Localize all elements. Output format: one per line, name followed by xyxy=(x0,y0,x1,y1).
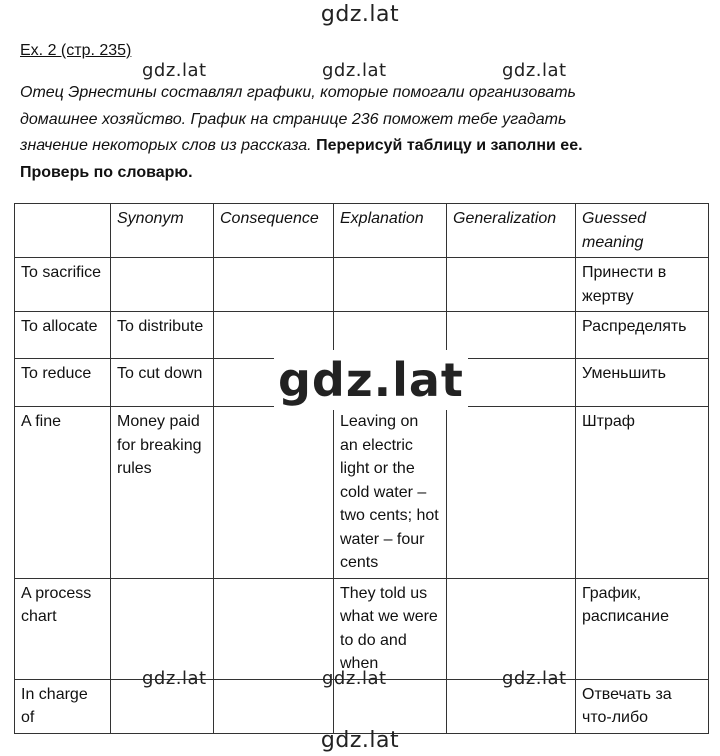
instruction-line xyxy=(20,107,720,134)
header-cell: Guessed meaning xyxy=(576,204,709,258)
exercise-heading: Ex. 2 (стр. 235) xyxy=(20,42,132,59)
table-header-row xyxy=(15,204,709,258)
explanation-cell: They told us what we were to do and when xyxy=(334,578,447,679)
synonym-cell xyxy=(111,578,214,679)
synonym-cell: To cut down xyxy=(111,359,214,407)
synonym-cell: To distribute xyxy=(111,312,214,359)
watermark-top: gdz.lat xyxy=(320,2,400,27)
exercise-instructions xyxy=(20,80,720,186)
header-cell: Generalization xyxy=(447,204,576,258)
table-row xyxy=(15,407,709,579)
watermark-small: gdz.lat xyxy=(322,60,387,81)
meaning-cell: Штраф xyxy=(576,407,709,579)
watermark-small: gdz.lat xyxy=(502,60,567,81)
meaning-cell: Уменьшить xyxy=(576,359,709,407)
instruction-line xyxy=(20,133,720,160)
watermark-small: gdz.lat xyxy=(322,668,387,689)
explanation-cell: Leaving on an electric light or the cold water – two cents; hot water – four cents xyxy=(334,407,447,579)
synonym-cell: Money paid for breaking rules xyxy=(111,407,214,579)
header-cell: Explanation xyxy=(334,204,447,258)
consequence-cell xyxy=(214,407,334,579)
instruction-line xyxy=(20,80,720,107)
term-cell: A fine xyxy=(15,407,111,579)
generalization-cell xyxy=(447,258,576,312)
consequence-cell xyxy=(214,578,334,679)
instruction-line xyxy=(20,160,720,187)
instruction-italic: значение некоторых слов из рассказа. xyxy=(20,137,317,154)
consequence-cell xyxy=(214,679,334,733)
watermark-large: gdz.lat xyxy=(274,350,468,410)
generalization-cell xyxy=(447,578,576,679)
meaning-cell: Отвечать за что-либо xyxy=(576,679,709,733)
term-cell: A process chart xyxy=(15,578,111,679)
instruction-bold: Перерисуй таблицу и заполни ее. xyxy=(316,137,583,154)
table-row xyxy=(15,258,709,312)
synonym-cell xyxy=(111,258,214,312)
term-cell: In charge of xyxy=(15,679,111,733)
meaning-cell: Принести в жертву xyxy=(576,258,709,312)
instruction-italic: Отец Эрнестины составлял графики, которые помогали организовать xyxy=(20,84,576,101)
generalization-cell xyxy=(447,407,576,579)
watermark-small: gdz.lat xyxy=(142,60,207,81)
term-cell: To reduce xyxy=(15,359,111,407)
consequence-cell xyxy=(214,258,334,312)
watermark-small: gdz.lat xyxy=(142,668,207,689)
explanation-cell xyxy=(334,258,447,312)
table-row xyxy=(15,578,709,679)
instruction-italic: домашнее хозяйство. График на странице 236 поможет тебе угадать xyxy=(20,110,567,128)
header-cell: Synonym xyxy=(111,204,214,258)
vocabulary-table xyxy=(14,203,709,734)
meaning-cell: Распределять xyxy=(576,312,709,359)
header-cell: Consequence xyxy=(214,204,334,258)
term-cell: To sacrifice xyxy=(15,258,111,312)
watermark-bottom: gdz.lat xyxy=(320,728,400,753)
header-cell xyxy=(15,204,111,258)
meaning-cell: График, расписание xyxy=(576,578,709,679)
term-cell: To allocate xyxy=(15,312,111,359)
watermark-small: gdz.lat xyxy=(502,668,567,689)
instruction-bold: Проверь по словарю. xyxy=(20,163,193,181)
